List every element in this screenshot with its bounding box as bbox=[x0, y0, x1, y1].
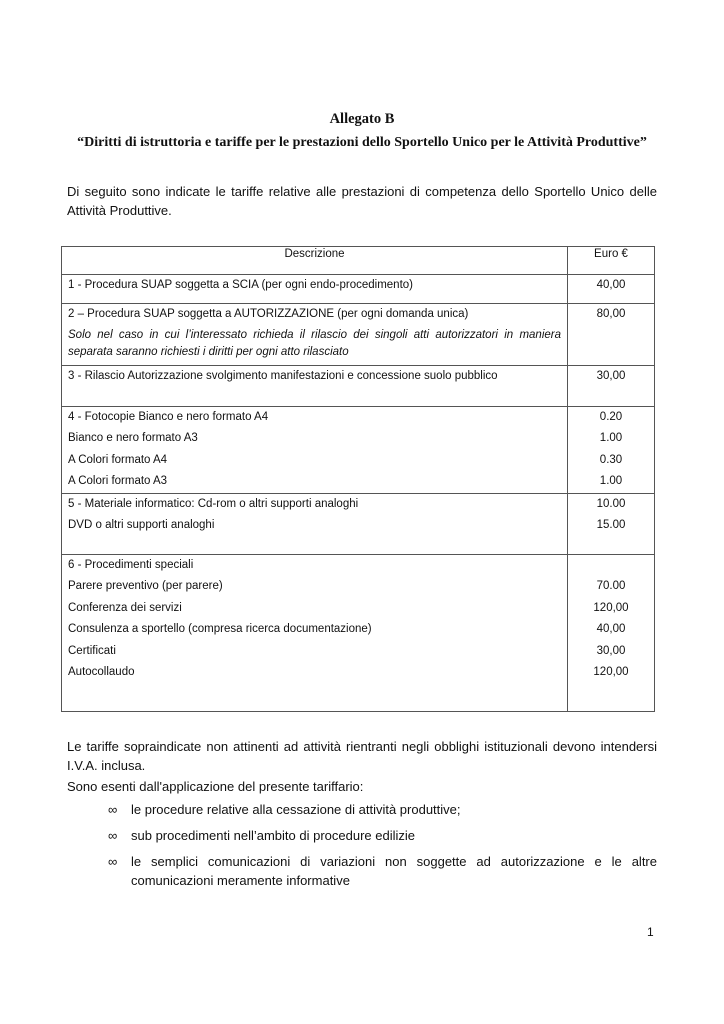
row-section-title: 6 - Procedimenti speciali bbox=[68, 558, 194, 571]
table-row bbox=[62, 366, 655, 407]
row-price: 80,00 bbox=[596, 307, 626, 320]
document-title: Allegato B bbox=[329, 111, 395, 127]
row-description: Certificati bbox=[68, 644, 116, 657]
infinity-bullet-icon: ∞ bbox=[108, 802, 118, 817]
row-price: 0.30 bbox=[599, 453, 623, 466]
row-price: 30,00 bbox=[596, 644, 626, 657]
infinity-bullet-icon: ∞ bbox=[108, 828, 118, 843]
list-item: ∞ le semplici comunicazioni di variazioni non soggette ad autorizzazione e le altre comunicazioni meramente informative bbox=[108, 854, 657, 888]
table-row bbox=[62, 275, 655, 304]
row-description: Parere preventivo (per parere) bbox=[68, 580, 223, 592]
row-description: Bianco e nero formato A3 bbox=[68, 432, 198, 444]
header-euro: Euro € bbox=[568, 247, 655, 275]
row-price: 10.00 bbox=[596, 497, 626, 510]
row-price: 15.00 bbox=[596, 519, 626, 531]
exempt-intro: Sono esenti dall'applicazione del presente tariffario: bbox=[67, 779, 364, 794]
infinity-bullet-icon: ∞ bbox=[108, 854, 118, 869]
row-description: 5 - Materiale informatico: Cd-rom o altri supporti analoghi bbox=[68, 497, 359, 510]
row-price: 1.00 bbox=[599, 475, 623, 487]
list-item: ∞ le procedure relative alla cessazione di attività produttive; bbox=[108, 802, 461, 817]
row-description: A Colori formato A3 bbox=[68, 475, 168, 487]
table-row bbox=[62, 303, 655, 366]
row-price: 40,00 bbox=[596, 623, 626, 635]
row-description: DVD o altri supporti analoghi bbox=[68, 519, 215, 531]
row-description: 1 - Procedura SUAP soggetta a SCIA (per ogni endo-procedimento) bbox=[68, 279, 413, 291]
row-description: 3 - Rilascio Autorizzazione svolgimento manifestazioni e concessione suolo pubblico bbox=[68, 370, 498, 382]
row-description: Autocollaudo bbox=[68, 666, 135, 678]
row-price: 70.00 bbox=[596, 580, 626, 592]
table-row bbox=[62, 493, 655, 554]
row-price: 30,00 bbox=[596, 370, 626, 382]
row-note: Solo nel caso in cui l’interessato richieda il rilascio dei singoli atti autorizzatori in maniera separata saranno richiesti i diritti per ogni atto rilasciato bbox=[68, 329, 561, 358]
table-row bbox=[62, 554, 655, 711]
row-price: 40,00 bbox=[596, 279, 626, 291]
row-description: Conferenza dei servizi bbox=[68, 601, 182, 614]
table-row bbox=[62, 406, 655, 493]
row-description: Consulenza a sportello (compresa ricerca documentazione) bbox=[68, 623, 372, 635]
table-header-row bbox=[62, 247, 655, 275]
row-description: 2 – Procedura SUAP soggetta a AUTORIZZAZIONE (per ogni domanda unica) bbox=[68, 307, 469, 320]
list-item: ∞ sub procedimenti nell’ambito di procedure edilizie bbox=[108, 828, 415, 843]
intro-paragraph: Di seguito sono indicate le tariffe relative alle prestazioni di competenza dello Sportello Unico delle Attività Produttive. bbox=[67, 184, 657, 218]
closing-paragraph: Le tariffe sopraindicate non attinenti ad attività rientranti negli obblighi istituzionali devono intendersi I.V.A. inclusa. bbox=[67, 739, 657, 773]
page-number: 1 bbox=[647, 925, 654, 939]
document-subtitle: “Diritti di istruttoria e tariffe per le prestazioni dello Sportello Unico per le Attività Produttive” bbox=[77, 135, 647, 150]
row-price: 120,00 bbox=[593, 666, 629, 678]
row-description: A Colori formato A4 bbox=[68, 453, 168, 466]
row-price: 1.00 bbox=[599, 432, 623, 444]
tariff-table bbox=[61, 246, 655, 712]
row-price: 120,00 bbox=[593, 601, 629, 614]
row-description: 4 - Fotocopie Bianco e nero formato A4 bbox=[68, 410, 269, 423]
header-description: Descrizione bbox=[62, 247, 568, 275]
exempt-list bbox=[108, 800, 657, 897]
row-price: 0.20 bbox=[599, 410, 623, 423]
